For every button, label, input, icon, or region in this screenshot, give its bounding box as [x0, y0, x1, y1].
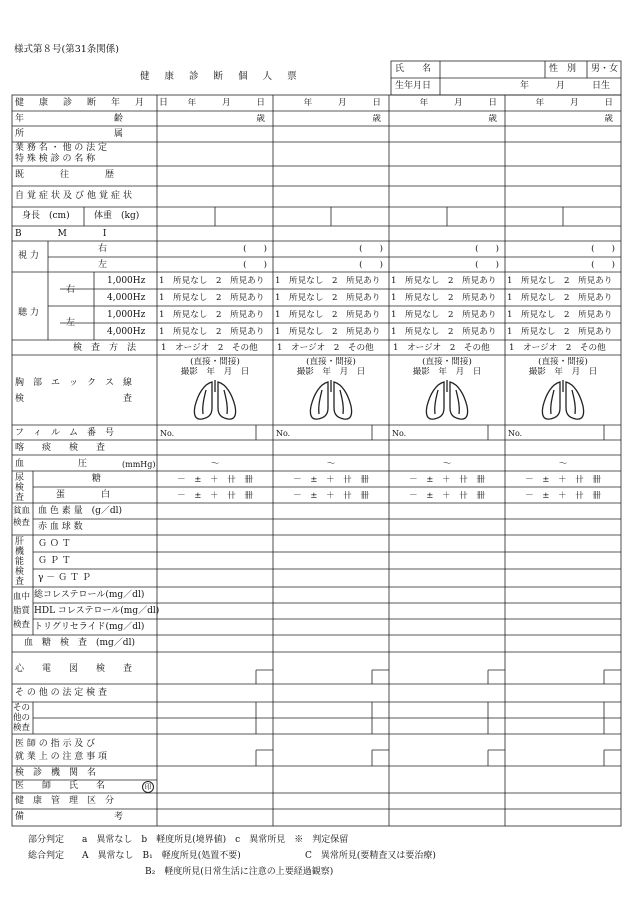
- col4-hearing-1[interactable]: 1 所見なし 2 所見あり: [507, 276, 613, 286]
- col3-xray-mode: (直接・間接): [422, 357, 472, 367]
- col4-bp[interactable]: ～: [558, 459, 568, 469]
- label-other-legal: そ の 他 の 法 定 検 査: [15, 688, 108, 698]
- col2-xray-date[interactable]: 撮影 年 月 日: [296, 367, 366, 377]
- label-glucose: 血 糖 検 査 (mg／dl): [24, 638, 135, 648]
- label-got: Ｇ Ｏ Ｔ: [38, 539, 71, 549]
- label-dept: 所 属: [15, 129, 124, 139]
- col1-vision-right[interactable]: ( ): [243, 244, 267, 254]
- col2-hearing-3[interactable]: 1 所見なし 2 所見あり: [275, 310, 381, 320]
- legend-overall-c: C 異常所見(要精査又は要治療): [305, 851, 436, 861]
- col1-vision-left[interactable]: ( ): [243, 260, 267, 270]
- col2-method[interactable]: 1 オージオ 2 その他: [277, 343, 374, 353]
- legend-overall: 総合判定 A 異常なし B₁ 軽度所見(処置不要): [28, 851, 241, 861]
- label-history: 既 往 歴: [15, 170, 115, 180]
- sex-options[interactable]: 男・女: [591, 64, 619, 74]
- col4-urine-protein[interactable]: － ± ＋ 卄 卌: [525, 491, 601, 501]
- lungs-icon: [306, 378, 356, 424]
- col4-xray-mode: (直接・間接): [538, 357, 588, 367]
- col4-vision-left[interactable]: ( ): [591, 260, 615, 270]
- col1-bp[interactable]: ～: [210, 459, 220, 469]
- label-work-1: 業 務 名 ・ 他 の 法 定: [15, 143, 108, 153]
- col4-hearing-3[interactable]: 1 所見なし 2 所見あり: [507, 310, 613, 320]
- label-sugar: 糖: [92, 474, 102, 484]
- col1-urine-protein[interactable]: － ± ＋ 卄 卌: [177, 491, 253, 501]
- label-chol: 総コレステロール(mg／dl): [34, 590, 145, 600]
- col4-hearing-4[interactable]: 1 所見なし 2 所見あり: [507, 327, 613, 337]
- sex-label: 性 別: [549, 64, 577, 74]
- col3-vision-left[interactable]: ( ): [475, 260, 499, 270]
- col2-bp[interactable]: ～: [326, 459, 336, 469]
- label-l-4000hz: 4,000Hz: [107, 327, 146, 337]
- label-age: 年 齢: [15, 114, 124, 124]
- col1-urine-sugar[interactable]: － ± ＋ 卄 卌: [177, 475, 253, 485]
- label-hdl: HDL コレステロール(mg／dl): [34, 606, 160, 616]
- label-vision-right: 右: [98, 244, 108, 254]
- label-hearing: 聴 力: [18, 308, 39, 318]
- col3-vision-right[interactable]: ( ): [475, 244, 499, 254]
- col1-xray-date[interactable]: 撮影 年 月 日: [180, 367, 250, 377]
- label-vision-left: 左: [98, 260, 108, 270]
- label-other-tests: その他の検査: [13, 703, 31, 733]
- col1-film-no[interactable]: No.: [160, 429, 175, 438]
- label-ecg: 心 電 図 検 査: [15, 664, 133, 674]
- birthdate-value[interactable]: 年 月 日生: [520, 81, 611, 91]
- legend-partial: 部分判定 a 異常なし b 軽度所見(境界値) c 異常所見 ※ 判定保留: [28, 835, 349, 845]
- col2-hearing-2[interactable]: 1 所見なし 2 所見あり: [275, 293, 381, 303]
- label-hb: 血 色 素 量 (g／dl): [38, 506, 123, 516]
- label-protein: 蛋 白: [56, 490, 111, 500]
- col3-bp[interactable]: ～: [442, 459, 452, 469]
- col2-hearing-4[interactable]: 1 所見なし 2 所見あり: [275, 327, 381, 337]
- col2-xray-mode: (直接・間接): [306, 357, 356, 367]
- col4-hearing-2[interactable]: 1 所見なし 2 所見あり: [507, 293, 613, 303]
- label-film: フ ィ ル ム 番 号: [15, 428, 115, 438]
- legend-overall-b2: B₂ 軽度所見(日常生活に注意の上要経過観察): [145, 867, 334, 877]
- label-work-2: 特 殊 検 診 の 名 称: [15, 154, 96, 164]
- name-label: 氏 名: [395, 64, 432, 74]
- label-sputum: 喀 痰 検 査: [15, 443, 106, 453]
- lungs-icon: [190, 378, 240, 424]
- label-liver: 肝機能検査: [15, 537, 25, 587]
- label-bp: 血 圧: [15, 459, 88, 469]
- col2-film-no[interactable]: No.: [276, 429, 291, 438]
- label-vision: 視 力: [18, 251, 39, 261]
- record-title: 健 康 診 断 個 人 票: [140, 71, 303, 82]
- label-r-4000hz: 4,000Hz: [107, 293, 146, 303]
- label-weight: 体重 (kg): [94, 211, 140, 221]
- col3-method[interactable]: 1 オージオ 2 その他: [393, 343, 490, 353]
- label-urine: 尿検査: [15, 473, 25, 503]
- seal-mark: 印: [142, 781, 154, 793]
- label-rbc: 赤 血 球 数: [38, 522, 83, 532]
- col3-exam-date[interactable]: 年 月 日: [419, 98, 497, 108]
- col1-hearing-3[interactable]: 1 所見なし 2 所見あり: [159, 310, 265, 320]
- label-hearing-right: 右: [66, 285, 76, 295]
- col4-xray-date[interactable]: 撮影 年 月 日: [528, 367, 598, 377]
- label-xray-1: 胸 部 エ ッ ク ス 線: [15, 378, 133, 388]
- col1-hearing-1[interactable]: 1 所見なし 2 所見あり: [159, 276, 265, 286]
- label-symptoms: 自覚症状及び他覚症状: [15, 191, 136, 201]
- lungs-icon: [538, 378, 588, 424]
- col4-method[interactable]: 1 オージオ 2 その他: [509, 343, 606, 353]
- col1-hearing-2[interactable]: 1 所見なし 2 所見あり: [159, 293, 265, 303]
- label-tg: トリグリセライド(mg／dl): [34, 622, 145, 632]
- lungs-icon: [422, 378, 472, 424]
- label-l-1000hz: 1,000Hz: [107, 310, 146, 320]
- label-height: 身長 (cm): [22, 211, 70, 221]
- birthdate-label: 生年月日: [395, 81, 432, 91]
- label-anemia: 貧血検査: [13, 506, 31, 528]
- col3-hearing-1[interactable]: 1 所見なし 2 所見あり: [391, 276, 497, 286]
- col4-film-no[interactable]: No.: [508, 429, 523, 438]
- label-exam-date: 健 康 診 断 年 月 日: [15, 98, 172, 108]
- col2-age[interactable]: 歳: [372, 114, 381, 124]
- col4-exam-date[interactable]: 年 月 日: [535, 98, 613, 108]
- label-bmi: B M I: [15, 229, 107, 239]
- label-category: 健 康 管 理 区 分: [15, 796, 115, 806]
- label-ggtp: γ － Ｇ Ｔ Ｐ: [38, 573, 91, 583]
- col3-film-no[interactable]: No.: [392, 429, 407, 438]
- col1-method[interactable]: 1 オージオ 2 その他: [161, 343, 258, 353]
- col1-xray-mode: (直接・間接): [190, 357, 240, 367]
- col3-urine-protein[interactable]: － ± ＋ 卄 卌: [409, 491, 485, 501]
- label-bp-unit: (mmHg): [122, 460, 156, 469]
- col2-hearing-1[interactable]: 1 所見なし 2 所見あり: [275, 276, 381, 286]
- label-institution: 検 診 機 関 名: [15, 768, 97, 778]
- col1-exam-date[interactable]: 年 月 日: [187, 98, 265, 108]
- col2-vision-left[interactable]: ( ): [359, 260, 383, 270]
- label-doctor: 医 師 氏 名: [15, 781, 106, 791]
- col4-urine-sugar[interactable]: － ± ＋ 卄 卌: [525, 475, 601, 485]
- col3-hearing-4[interactable]: 1 所見なし 2 所見あり: [391, 327, 497, 337]
- col3-hearing-2[interactable]: 1 所見なし 2 所見あり: [391, 293, 497, 303]
- col3-xray-date[interactable]: 撮影 年 月 日: [412, 367, 482, 377]
- name-field[interactable]: [443, 64, 543, 76]
- col3-hearing-3[interactable]: 1 所見なし 2 所見あり: [391, 310, 497, 320]
- label-hearing-left: 左: [66, 318, 76, 328]
- label-lipid: 血中脂質検査: [13, 592, 31, 630]
- col1-age[interactable]: 歳: [256, 114, 265, 124]
- col2-vision-right[interactable]: ( ): [359, 244, 383, 254]
- col3-age[interactable]: 歳: [488, 114, 497, 124]
- col2-exam-date[interactable]: 年 月 日: [303, 98, 381, 108]
- col1-hearing-4[interactable]: 1 所見なし 2 所見あり: [159, 327, 265, 337]
- label-remarks: 備 考: [15, 812, 124, 822]
- label-advice-2: 就 業 上 の 注 意 事 項: [15, 752, 108, 762]
- label-method: 検 査 方 法: [73, 343, 137, 353]
- col3-urine-sugar[interactable]: － ± ＋ 卄 卌: [409, 475, 485, 485]
- label-xray-2: 検 査: [15, 394, 133, 404]
- col2-urine-protein[interactable]: － ± ＋ 卄 卌: [293, 491, 369, 501]
- form-number: 様式第８号(第31条関係): [14, 44, 120, 55]
- col2-urine-sugar[interactable]: － ± ＋ 卄 卌: [293, 475, 369, 485]
- label-advice-1: 医 師 の 指 示 及 び: [15, 739, 96, 749]
- col4-vision-right[interactable]: ( ): [591, 244, 615, 254]
- col4-age[interactable]: 歳: [604, 114, 613, 124]
- label-gpt: Ｇ Ｐ Ｔ: [38, 556, 71, 566]
- label-r-1000hz: 1,000Hz: [107, 276, 146, 286]
